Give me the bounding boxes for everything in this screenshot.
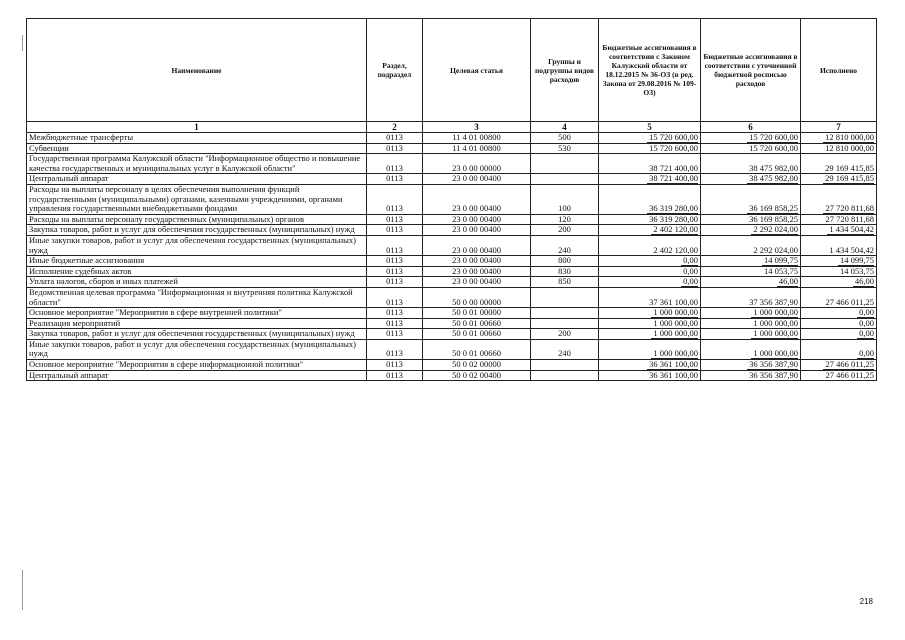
row-executed: 27 466 011,25 — [825, 359, 874, 370]
row-budget-refined-cell — [701, 370, 801, 381]
row-budget-refined-cell — [701, 256, 801, 267]
row-section-cell: 0113 — [367, 360, 423, 371]
row-budget-law: 36 361 100,00 — [649, 359, 698, 370]
table-row — [27, 308, 877, 319]
table-row — [27, 133, 877, 144]
row-budget-law: 1 000 000,00 — [653, 348, 698, 359]
row-section-cell: 0113 — [367, 339, 423, 359]
row-budget-law: 2 402 120,00 — [653, 224, 698, 235]
row-target-cell: 23 0 00 00400 — [423, 266, 531, 277]
row-budget-law-cell — [599, 308, 701, 319]
row-executed: 27 720 811,68 — [825, 213, 874, 224]
row-group-cell: 200 — [531, 225, 599, 236]
row-executed-cell — [801, 360, 877, 371]
row-name-cell: Иные бюджетные ассигнования — [27, 256, 367, 267]
row-name-cell: Центральный аппарат — [27, 174, 367, 185]
header-groups: Группы и подгруппы видов расходов — [531, 19, 599, 122]
row-budget-refined-cell — [701, 235, 801, 255]
row-executed: 0,00 — [859, 307, 874, 318]
row-executed-cell — [801, 143, 877, 154]
row-budget-law: 37 361 100,00 — [649, 296, 698, 307]
table-row — [27, 329, 877, 340]
row-group-cell: 100 — [531, 184, 599, 214]
row-name-cell: Ведомственная целевая программа "Информационная и внутренняя политика Калужской области" — [27, 287, 367, 307]
row-executed-cell — [801, 174, 877, 185]
row-executed-cell — [801, 287, 877, 307]
row-group-cell — [531, 318, 599, 329]
table-row — [27, 225, 877, 236]
table-body — [27, 133, 877, 381]
row-budget-refined-cell — [701, 360, 801, 371]
row-budget-refined: 38 475 982,00 — [749, 173, 798, 184]
row-executed: 0,00 — [859, 317, 874, 328]
row-budget-refined: 1 000 000,00 — [753, 328, 798, 339]
row-executed-cell — [801, 235, 877, 255]
row-budget-law: 1 000 000,00 — [653, 328, 698, 339]
table-row — [27, 266, 877, 277]
row-budget-refined-cell — [701, 266, 801, 277]
row-budget-law-cell — [599, 287, 701, 307]
row-group-cell: 830 — [531, 266, 599, 277]
header-target: Целевая статья — [423, 19, 531, 122]
row-budget-refined: 14 053,75 — [764, 265, 798, 276]
row-budget-law: 0,00 — [683, 265, 698, 276]
row-budget-law-cell — [599, 133, 701, 144]
row-budget-law: 15 720 600,00 — [649, 142, 698, 153]
column-number-row — [27, 122, 877, 133]
row-budget-refined-cell — [701, 225, 801, 236]
column-number: 1 — [27, 122, 367, 133]
column-number: 5 — [599, 122, 701, 133]
row-name-cell: Исполнение судебных актов — [27, 266, 367, 277]
column-number: 3 — [423, 122, 531, 133]
row-budget-law: 36 361 100,00 — [649, 369, 698, 380]
row-budget-law: 1 000 000,00 — [653, 317, 698, 328]
header-budget-law: Бюджетные ассигнования в соответствии с Законом Калужской области от 18.12.2015 № 36-ОЗ (в ред. Закона от 29.08.2016 № 109-ОЗ) — [599, 19, 701, 122]
row-section-cell: 0113 — [367, 154, 423, 174]
row-section-cell: 0113 — [367, 256, 423, 267]
row-section-cell: 0113 — [367, 174, 423, 185]
row-budget-law-cell — [599, 329, 701, 340]
row-group-cell — [531, 308, 599, 319]
row-name-cell: Межбюджетные трансферты — [27, 133, 367, 144]
row-budget-law: 36 319 280,00 — [649, 213, 698, 224]
row-executed: 1 434 504,42 — [829, 244, 874, 255]
row-executed-cell — [801, 339, 877, 359]
row-budget-law-cell — [599, 235, 701, 255]
row-name-cell: Уплата налогов, сборов и иных платежей — [27, 277, 367, 288]
row-budget-law-cell — [599, 154, 701, 174]
row-budget-law-cell — [599, 339, 701, 359]
row-target-cell: 23 0 00 00400 — [423, 174, 531, 185]
column-number: 6 — [701, 122, 801, 133]
row-group-cell — [531, 287, 599, 307]
row-name-cell: Расходы на выплаты персоналу в целях обеспечения выполнения функций государственными (муниципальными) органами, казенными учреждениями, органами управления государственными внебюджетными фондами — [27, 184, 367, 214]
table-row — [27, 143, 877, 154]
row-executed-cell — [801, 329, 877, 340]
row-budget-refined-cell — [701, 287, 801, 307]
row-section-cell: 0113 — [367, 133, 423, 144]
row-name-cell: Иные закупки товаров, работ и услуг для обеспечения государственных (муниципальных) нужд — [27, 339, 367, 359]
row-budget-law: 36 319 280,00 — [649, 203, 698, 214]
row-name-cell: Расходы на выплаты персоналу государственных (муниципальных) органов — [27, 214, 367, 225]
row-budget-refined-cell — [701, 154, 801, 174]
row-budget-refined: 2 292 024,00 — [753, 244, 798, 255]
row-budget-law-cell — [599, 360, 701, 371]
row-budget-refined-cell — [701, 308, 801, 319]
row-budget-refined: 15 720 600,00 — [749, 132, 798, 142]
table-row — [27, 370, 877, 381]
header-section: Раздел, подраздел — [367, 19, 423, 122]
row-executed-cell — [801, 256, 877, 267]
row-budget-refined: 37 356 387,90 — [749, 296, 798, 307]
margin-mark — [22, 570, 23, 610]
row-name-cell: Закупка товаров, работ и услуг для обеспечения государственных (муниципальных) нужд — [27, 225, 367, 236]
row-budget-law: 38 721 400,00 — [649, 162, 698, 173]
header-executed: Исполнено — [801, 19, 877, 122]
margin-mark — [22, 35, 23, 51]
row-budget-refined: 36 356 387,90 — [749, 369, 798, 380]
row-target-cell: 50 0 01 00660 — [423, 318, 531, 329]
row-budget-refined-cell — [701, 318, 801, 329]
row-target-cell: 23 0 00 00400 — [423, 184, 531, 214]
row-name-cell: Основное мероприятие "Мероприятия в сфере внутренней политики" — [27, 308, 367, 319]
row-group-cell: 120 — [531, 214, 599, 225]
row-section-cell: 0113 — [367, 308, 423, 319]
table-row — [27, 214, 877, 225]
row-budget-refined-cell — [701, 339, 801, 359]
table-row — [27, 287, 877, 307]
row-group-cell: 240 — [531, 339, 599, 359]
row-section-cell: 0113 — [367, 214, 423, 225]
column-number: 2 — [367, 122, 423, 133]
row-budget-law-cell — [599, 143, 701, 154]
row-executed: 0,00 — [859, 328, 874, 339]
row-section-cell: 0113 — [367, 235, 423, 255]
row-section-cell: 0113 — [367, 329, 423, 340]
row-budget-refined: 1 000 000,00 — [753, 307, 798, 318]
row-budget-law-cell — [599, 225, 701, 236]
row-budget-law-cell — [599, 214, 701, 225]
budget-execution-table — [26, 18, 877, 381]
row-section-cell: 0113 — [367, 143, 423, 154]
row-section-cell: 0113 — [367, 287, 423, 307]
row-executed: 46,00 — [854, 276, 874, 287]
row-executed: 14 053,75 — [840, 265, 874, 276]
table-row — [27, 277, 877, 288]
row-executed: 0,00 — [859, 348, 874, 359]
row-target-cell: 50 0 02 00000 — [423, 360, 531, 371]
budget-table-sheet — [26, 18, 876, 381]
row-budget-law-cell — [599, 174, 701, 185]
row-section-cell: 0113 — [367, 184, 423, 214]
row-section-cell: 0113 — [367, 277, 423, 288]
row-budget-law-cell — [599, 318, 701, 329]
row-target-cell: 23 0 00 00400 — [423, 235, 531, 255]
row-budget-refined-cell — [701, 277, 801, 288]
row-budget-refined: 15 720 600,00 — [749, 142, 798, 153]
row-budget-law: 1 000 000,00 — [653, 307, 698, 318]
row-name-cell: Центральный аппарат — [27, 370, 367, 381]
row-budget-refined: 1 000 000,00 — [753, 348, 798, 359]
row-budget-law: 15 720 600,00 — [649, 132, 698, 142]
row-group-cell — [531, 154, 599, 174]
row-target-cell: 23 0 00 00400 — [423, 225, 531, 236]
row-budget-refined: 1 000 000,00 — [753, 317, 798, 328]
row-executed: 14 099,75 — [840, 255, 874, 266]
table-row — [27, 360, 877, 371]
row-target-cell: 11 4 01 00800 — [423, 143, 531, 154]
row-budget-refined: 36 356 387,90 — [749, 359, 798, 370]
row-group-cell — [531, 174, 599, 185]
row-group-cell: 240 — [531, 235, 599, 255]
row-budget-refined: 14 099,75 — [764, 255, 798, 266]
row-executed-cell — [801, 133, 877, 144]
row-section-cell: 0113 — [367, 266, 423, 277]
row-executed: 29 169 415,85 — [825, 173, 874, 184]
row-group-cell — [531, 360, 599, 371]
column-number: 7 — [801, 122, 877, 133]
row-executed: 12 810 000,00 — [825, 142, 874, 153]
page-number: 218 — [859, 597, 873, 606]
row-budget-refined-cell — [701, 133, 801, 144]
row-budget-refined: 2 292 024,00 — [753, 224, 798, 235]
row-budget-law-cell — [599, 184, 701, 214]
row-budget-law-cell — [599, 256, 701, 267]
row-budget-law: 38 721 400,00 — [649, 173, 698, 184]
row-target-cell: 23 0 00 00400 — [423, 277, 531, 288]
table-row — [27, 174, 877, 185]
table-row — [27, 318, 877, 329]
row-group-cell: 200 — [531, 329, 599, 340]
row-target-cell: 23 0 00 00400 — [423, 214, 531, 225]
row-section-cell: 0113 — [367, 225, 423, 236]
row-target-cell: 50 0 01 00660 — [423, 329, 531, 340]
row-target-cell: 50 0 00 00000 — [423, 287, 531, 307]
row-section-cell: 0113 — [367, 370, 423, 381]
row-budget-law: 0,00 — [683, 255, 698, 266]
row-name-cell: Иные закупки товаров, работ и услуг для обеспечения государственных (муниципальных) нужд — [27, 235, 367, 255]
row-executed-cell — [801, 318, 877, 329]
row-group-cell: 850 — [531, 277, 599, 288]
row-budget-refined: 38 475 982,00 — [749, 162, 798, 173]
column-number: 4 — [531, 122, 599, 133]
row-name-cell: Закупка товаров, работ и услуг для обеспечения государственных (муниципальных) нужд — [27, 329, 367, 340]
row-budget-refined-cell — [701, 329, 801, 340]
row-executed: 27 720 811,68 — [825, 203, 874, 214]
row-budget-refined: 46,00 — [778, 276, 798, 287]
row-budget-law-cell — [599, 277, 701, 288]
row-executed-cell — [801, 370, 877, 381]
table-row — [27, 154, 877, 174]
row-budget-refined-cell — [701, 184, 801, 214]
row-budget-law: 0,00 — [683, 276, 698, 287]
row-budget-law-cell — [599, 266, 701, 277]
row-group-cell: 500 — [531, 133, 599, 144]
row-budget-law: 2 402 120,00 — [653, 244, 698, 255]
row-executed-cell — [801, 154, 877, 174]
row-executed: 27 466 011,25 — [825, 296, 874, 307]
row-budget-refined: 36 169 858,25 — [749, 203, 798, 214]
row-name-cell: Государственная программа Калужской области "Информационное общество и повышение качества государственных и муниципальных услуг в Калужской области" — [27, 154, 367, 174]
row-executed-cell — [801, 214, 877, 225]
header-name: Наименование — [27, 19, 367, 122]
row-budget-refined-cell — [701, 174, 801, 185]
row-name-cell: Реализация мероприятий — [27, 318, 367, 329]
row-executed-cell — [801, 277, 877, 288]
row-budget-refined: 36 169 858,25 — [749, 213, 798, 224]
row-target-cell: 50 0 02 00400 — [423, 370, 531, 381]
table-header-row — [27, 19, 877, 122]
row-section-cell: 0113 — [367, 318, 423, 329]
row-executed-cell — [801, 266, 877, 277]
row-name-cell: Субвенции — [27, 143, 367, 154]
row-executed-cell — [801, 225, 877, 236]
row-group-cell — [531, 370, 599, 381]
row-name-cell: Основное мероприятие "Мероприятия в сфере информационной политики" — [27, 360, 367, 371]
row-target-cell: 11 4 01 00800 — [423, 133, 531, 144]
row-executed: 12 810 000,00 — [825, 132, 874, 142]
row-budget-refined-cell — [701, 143, 801, 154]
row-target-cell: 23 0 00 00400 — [423, 256, 531, 267]
row-target-cell: 50 0 01 00660 — [423, 339, 531, 359]
header-budget-refined: Бюджетные ассигнования в соответствии с уточненной бюджетной росписью расходов — [701, 19, 801, 122]
row-budget-law-cell — [599, 370, 701, 381]
table-row — [27, 339, 877, 359]
table-row — [27, 235, 877, 255]
row-executed: 27 466 011,25 — [825, 369, 874, 380]
table-row — [27, 256, 877, 267]
row-group-cell: 530 — [531, 143, 599, 154]
row-executed-cell — [801, 308, 877, 319]
row-target-cell: 23 0 00 00000 — [423, 154, 531, 174]
row-target-cell: 50 0 01 00000 — [423, 308, 531, 319]
row-executed-cell — [801, 184, 877, 214]
row-group-cell: 800 — [531, 256, 599, 267]
row-executed: 1 434 504,42 — [829, 224, 874, 235]
row-executed: 29 169 415,85 — [825, 162, 874, 173]
table-row — [27, 184, 877, 214]
row-budget-refined-cell — [701, 214, 801, 225]
